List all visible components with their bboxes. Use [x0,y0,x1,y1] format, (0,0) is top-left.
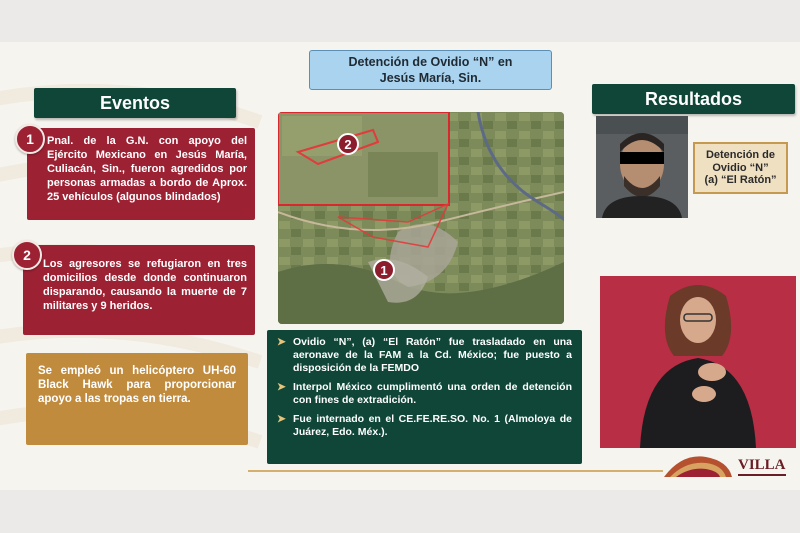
event-2-box [23,245,255,335]
helicopter-note-text: Se empleó un helicóptero UH-60 Black Hawk para proporcionar apoyo a las tropas en tierra. [38,365,236,405]
results-bullet-3-text: Fue internado en el CE.FE.RE.SO. No. 1 (Almoloya de Juárez, Edo. Méx.). [293,413,572,438]
top-letterbox [0,0,800,42]
results-bullet-1 [277,336,572,375]
event-2-number: 2 [23,247,31,263]
footer-divider [248,470,663,472]
detention-line-2: Ovidio “N” [712,161,769,174]
eventos-header [34,88,236,118]
results-bullet-3 [277,413,572,439]
results-bullets-box [267,330,582,464]
slide-title-line-1: Detención de Ovidio “N” en [348,55,513,69]
event-1-text: Pnal. de la G.N. con apoyo del Ejército Mexicano en Jesús María, Culiacán, Sin., fueron agredidos por personas armadas a bordo de Aprox. 25 vehículos (algunos blindados) [47,135,247,203]
results-bullet-2 [277,381,572,407]
resultados-header [592,84,795,114]
event-2-number-badge [12,240,42,270]
detention-label-box [693,142,788,194]
results-bullet-1-text: Ovidio “N”, (a) “El Ratón” fue trasladado en una aeronave de la FAM a la Cd. México; fue puesto a disposición de la FEMDO [293,336,572,374]
chevron-right-icon: ➤ [277,381,286,393]
detention-line-3: (a) “El Ratón” [704,174,777,187]
suspect-photo [596,116,688,218]
chevron-right-icon: ➤ [277,336,286,348]
presentation-slide [0,42,800,490]
helicopter-note [26,353,248,445]
event-1-number: 1 [26,131,34,147]
resultados-header-label: Resultados [644,88,743,109]
satellite-map [278,112,564,324]
villa-logo-text: VILLA [738,457,786,473]
event-1-box [27,128,255,220]
chevron-right-icon: ➤ [277,413,286,425]
satellite-map-image [278,112,564,324]
detention-line-1: Detención de [705,149,776,162]
slide-title [309,50,552,90]
villa-logo [662,447,792,487]
bottom-letterbox [0,490,800,533]
eventos-header-label: Eventos [99,92,171,113]
map-marker-2: 2 [344,137,352,152]
event-1-number-badge [15,124,45,154]
sign-language-interpreter [600,276,796,448]
map-marker-1: 1 [380,263,388,278]
results-bullet-list [277,336,572,439]
results-bullet-2-text: Interpol México cumplimentó una orden de detención con fines de extradición. [293,381,572,406]
slide-title-line-2: Jesús María, Sin. [379,71,482,85]
event-2-text: Los agresores se refugiaron en tres domicilios desde donde continuaron disparando, causando la muerte de 7 militares y 9 heridos. [43,258,247,312]
